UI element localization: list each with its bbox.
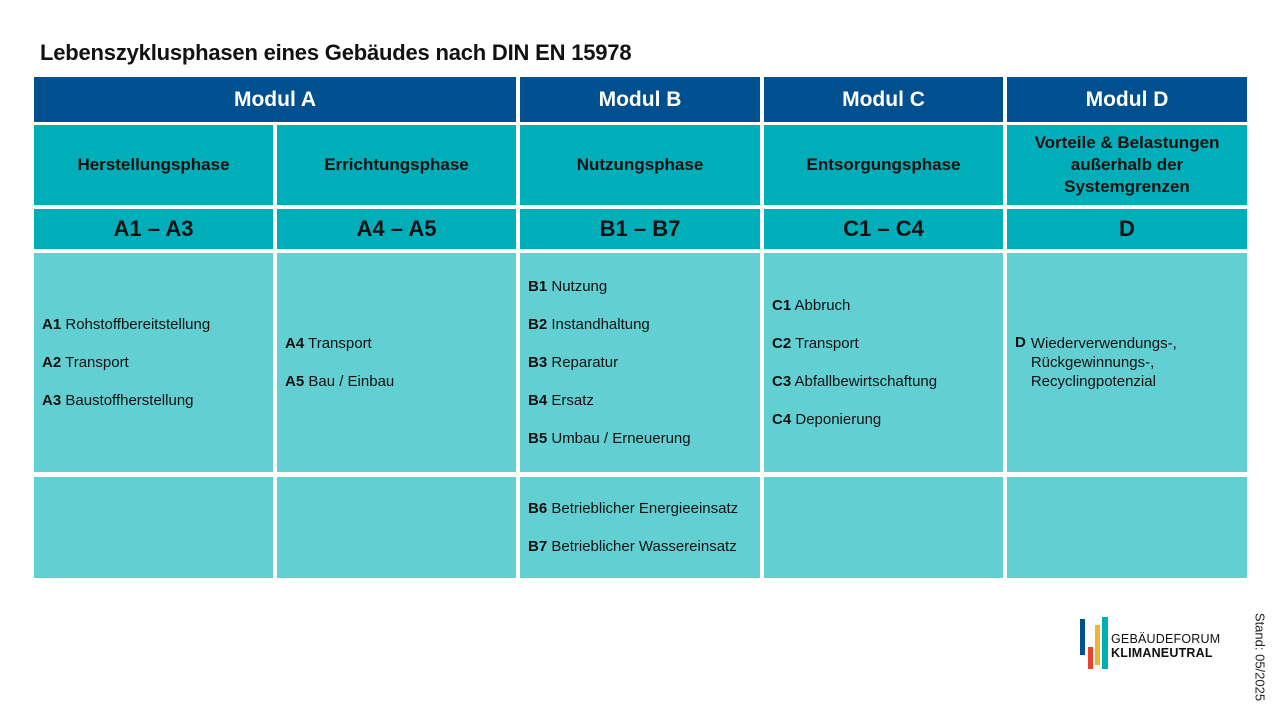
- list-item: A2 Transport: [42, 354, 129, 371]
- list-item: B1 Nutzung: [528, 278, 608, 295]
- empty-cell-d: [1007, 477, 1247, 578]
- code-b1-b7: B1 – B7: [520, 209, 760, 249]
- phase-errichtung: Errichtungsphase: [277, 125, 516, 205]
- list-item: A1 Rohstoffbereitstellung: [42, 316, 211, 333]
- list-item: C4 Deponierung: [772, 411, 882, 428]
- detail-cell-d: [1007, 253, 1247, 472]
- detail-cell-b67: [520, 477, 760, 578]
- gebaeudeforum-logo: [1080, 617, 1220, 669]
- code-a1-a3: A1 – A3: [34, 209, 273, 249]
- logo-bar-yellow: [1095, 625, 1100, 665]
- code-d: D: [1007, 209, 1247, 249]
- list-item: A5 Bau / Einbau: [285, 373, 395, 390]
- list-item: C3 Abfallbewirtschaftung: [772, 373, 938, 390]
- code-c1-c4: C1 – C4: [764, 209, 1003, 249]
- phase-vorteile: Vorteile & Belastungen außerhalb der Systemgrenzen: [1007, 125, 1247, 205]
- logo-bar-teal: [1102, 617, 1108, 669]
- list-item: B2 Instandhaltung: [528, 316, 650, 333]
- list-item: D Wiederverwendungs-, Rückgewinnungs-, Recyclingpotenzial: [1015, 334, 1177, 390]
- page-title: Lebenszyklusphasen eines Gebäudes nach DIN EN 15978: [40, 40, 632, 65]
- list-item: B3 Reparatur: [528, 354, 619, 371]
- logo-text-line2: KLIMANEUTRAL: [1111, 646, 1213, 660]
- list-item: B5 Umbau / Erneuerung: [528, 430, 691, 447]
- list-item: A3 Baustoffherstellung: [42, 392, 194, 409]
- list-item: B6 Betrieblicher Energieeinsatz: [528, 500, 739, 517]
- empty-cell-a45: [277, 477, 516, 578]
- phase-entsorgung: Entsorgungsphase: [764, 125, 1003, 205]
- empty-cell-c14: [764, 477, 1003, 578]
- empty-cell-a13: [34, 477, 273, 578]
- module-d-header: Modul D: [1007, 77, 1247, 122]
- detail-cell-a45: [277, 253, 516, 472]
- list-item: B4 Ersatz: [528, 392, 594, 409]
- detail-cell-c14: [764, 253, 1003, 472]
- list-item: C2 Transport: [772, 335, 859, 352]
- logo-bar-red: [1088, 647, 1093, 669]
- stand-date: Stand: 05/2025: [1252, 612, 1268, 702]
- list-item: C1 Abbruch: [772, 297, 851, 314]
- list-item: B7 Betrieblicher Wassereinsatz: [528, 538, 737, 555]
- module-c-header: Modul C: [764, 77, 1003, 122]
- module-a-header: Modul A: [34, 77, 516, 122]
- code-a4-a5: A4 – A5: [277, 209, 516, 249]
- list-item: A4 Transport: [285, 335, 372, 352]
- logo-text-line1: GEBÄUDEFORUM: [1111, 632, 1221, 646]
- logo-bar-blue: [1080, 619, 1085, 655]
- detail-cell-a13: [34, 253, 273, 472]
- module-b-header: Modul B: [520, 77, 760, 122]
- phase-nutzung: Nutzungsphase: [520, 125, 760, 205]
- detail-cell-b15: [520, 253, 760, 472]
- phase-herstellung: Herstellungsphase: [34, 125, 273, 205]
